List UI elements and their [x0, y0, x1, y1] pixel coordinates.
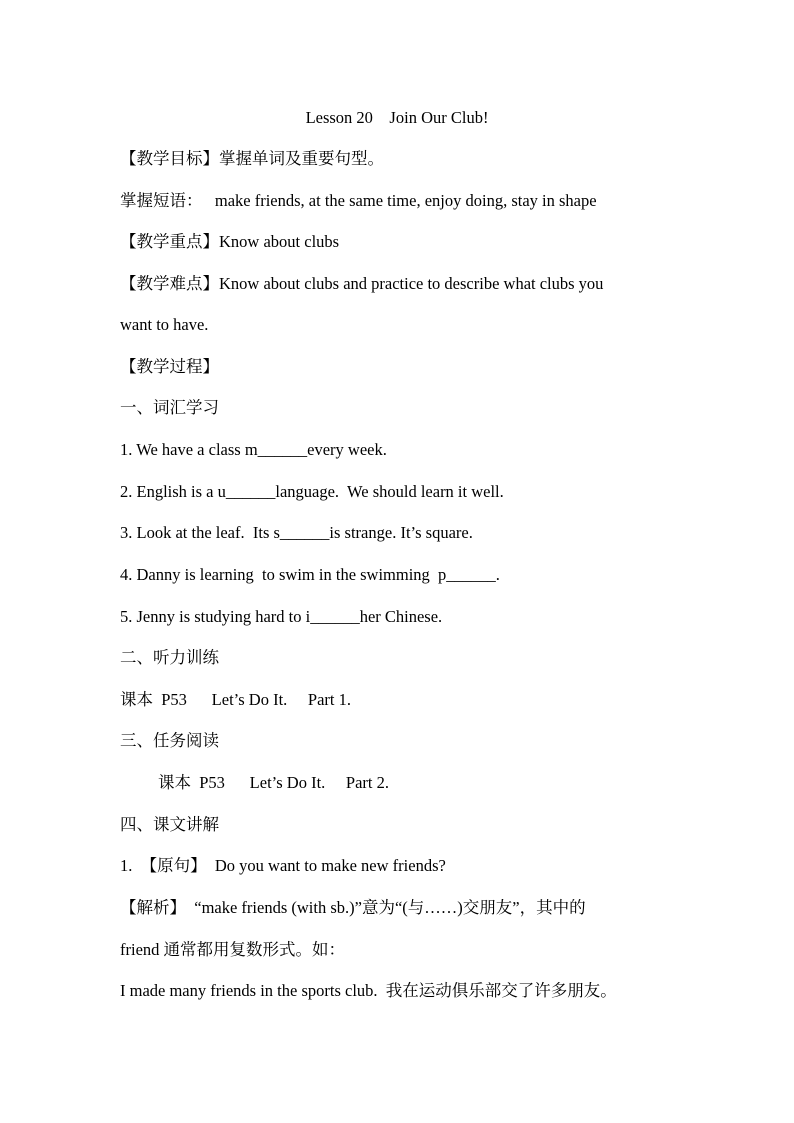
section-reading-text: 课本 P53 Let’s Do It. Part 2.: [158, 773, 389, 792]
section-listening-heading: 二、听力训练: [120, 648, 219, 667]
section-vocabulary-heading: 一、词汇学习: [120, 398, 219, 417]
key-point: 【教学重点】Know about clubs: [120, 232, 340, 251]
difficulty-line-2: want to have.: [120, 315, 209, 334]
analysis-line-2: friend 通常都用复数形式。如：: [120, 940, 346, 959]
example-sentence: I made many friends in the sports club. 我在运动俱乐部交了许多朋友。: [120, 981, 617, 1000]
vocab-item: 4. Danny is learning to swim in the swimming p______.: [120, 565, 500, 584]
difficulty-line-1: 【教学难点】Know about clubs and practice to describe what clubs you: [120, 274, 604, 293]
vocab-item: 3. Look at the leaf. Its s______is strange. It’s square.: [120, 523, 473, 542]
vocab-item: 2. English is a u______language. We should learn it well.: [120, 482, 504, 501]
lesson-title: Lesson 20 Join Our Club!: [305, 108, 489, 127]
original-sentence: 1. 【原句】 Do you want to make new friends?: [120, 856, 446, 875]
section-listening-text: 课本 P53 Let’s Do It. Part 1.: [120, 690, 351, 709]
analysis-line-1: 【解析】 “make friends (with sb.)”意为“(与……)交朋友”，其中的: [120, 898, 586, 917]
section-reading-heading: 三、任务阅读: [120, 731, 219, 750]
section-explanation-heading: 四、课文讲解: [120, 815, 219, 834]
phrases-line: 掌握短语： make friends, at the same time, enjoy doing, stay in shape: [120, 191, 597, 210]
process-heading: 【教学过程】: [120, 357, 219, 376]
teaching-objectives: 【教学目标】掌握单词及重要句型。: [120, 149, 384, 168]
vocab-item: 1. We have a class m______every week.: [120, 440, 387, 459]
vocab-item: 5. Jenny is studying hard to i______her Chinese.: [120, 607, 443, 626]
